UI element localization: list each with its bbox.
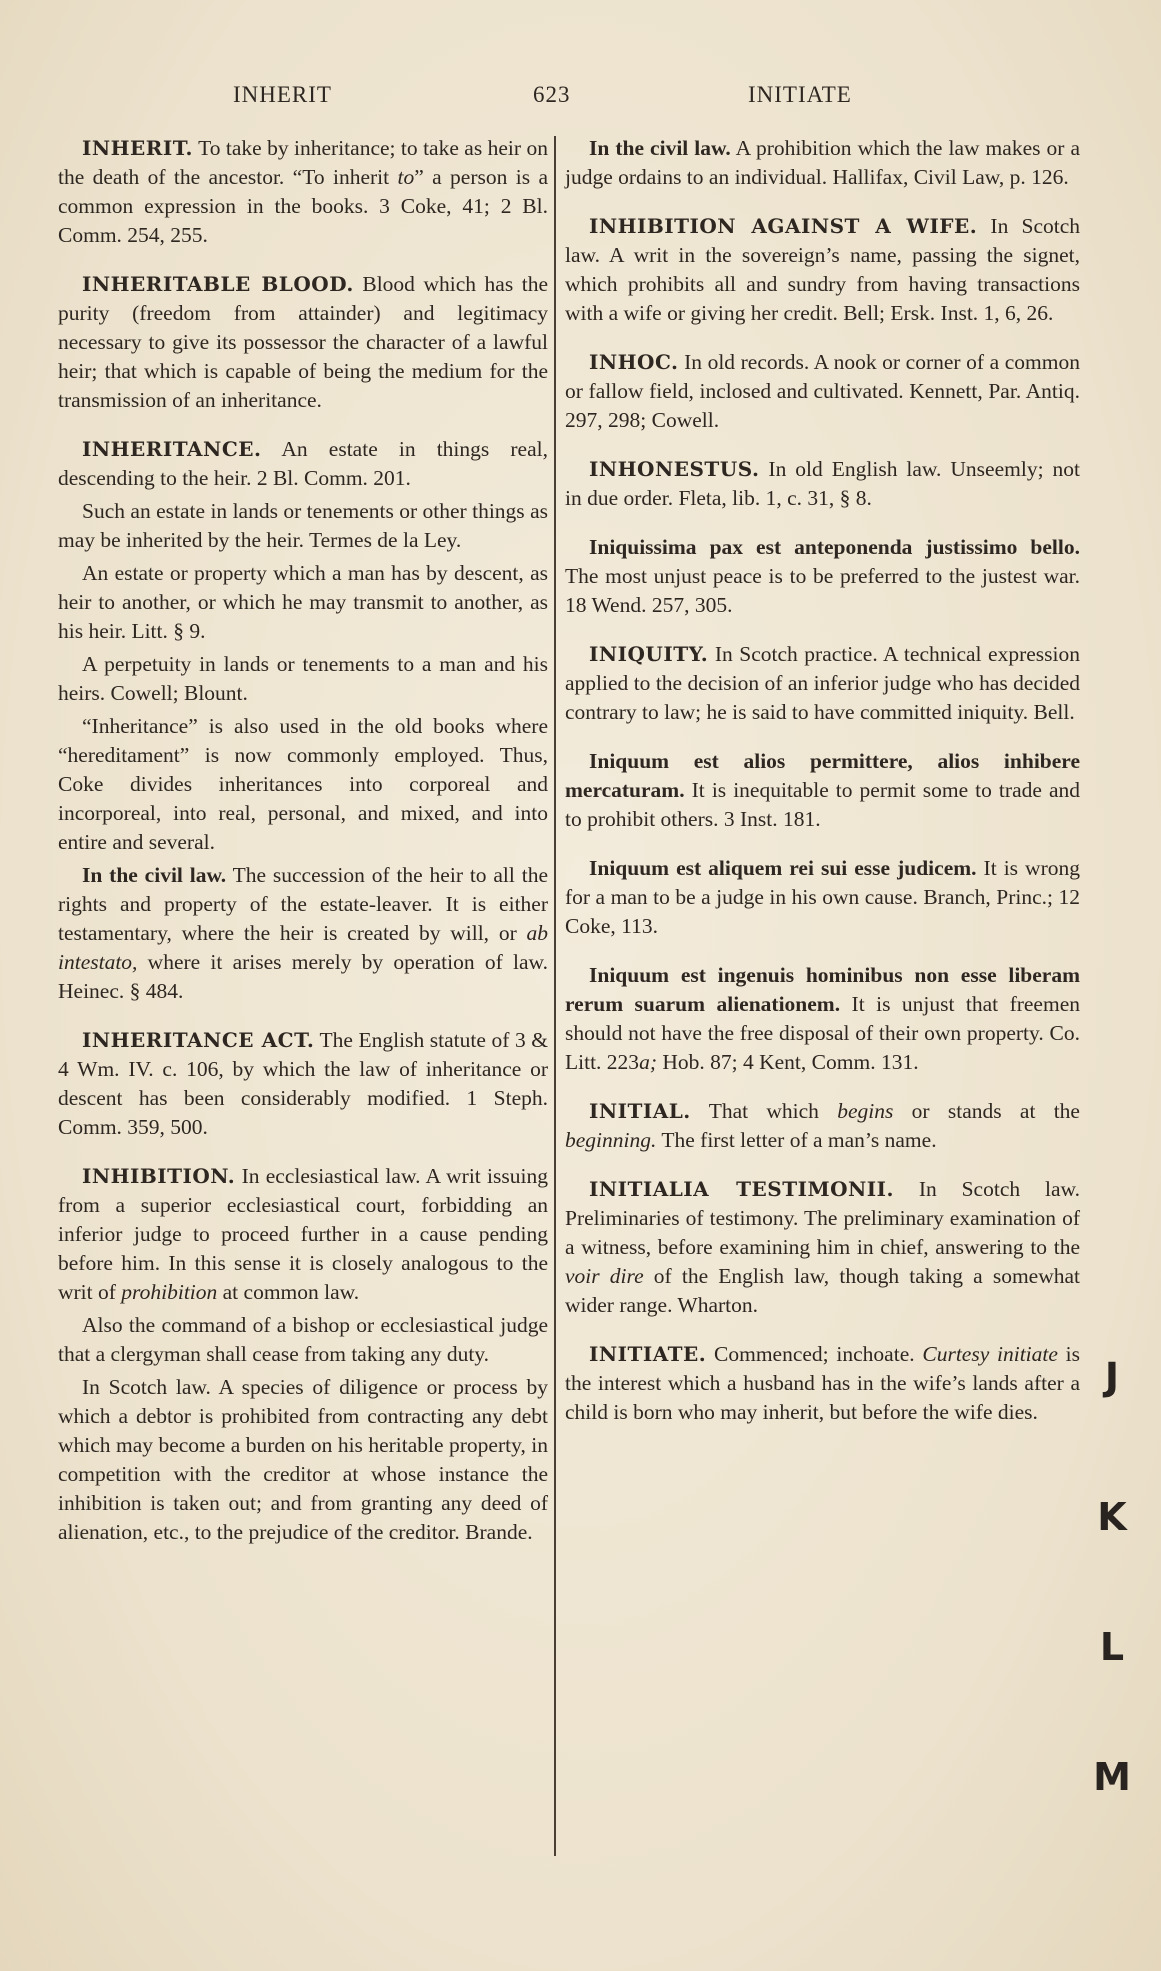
- entry-inheritance: [58, 435, 548, 493]
- entry-paragraph: “Inheritance” is also used in the old books where “hereditament” is now commonly employed. Thus, Coke divides inheritances into corporeal and incorporeal, into real, personal, and mixed, and into entire and several.: [58, 714, 548, 854]
- maxim: Iniquum est ingenuis hominibus non esse liberam rerum suarum alienationem.: [565, 963, 1080, 1016]
- definition: or stands at the: [893, 1099, 1080, 1123]
- definition: In Scotch law. A writ in the sovereign’s name, passing the signet, which prohibits all and sundry from having transactions with a wife or giving her credit. Bell; Ersk. Inst. 1, 6, 26.: [565, 214, 1081, 325]
- definition: In old records. A nook or corner of a common or fallow field, inclosed and cultivated. Kennett, Par. Antiq. 297, 298; Cowell.: [565, 350, 1080, 432]
- definition: The first letter of a man’s name.: [656, 1128, 937, 1152]
- headword: INITIAL.: [589, 1099, 691, 1123]
- headword: INHIBITION AGAINST A WIFE.: [589, 214, 978, 238]
- headword: INHERITANCE ACT.: [82, 1028, 315, 1052]
- definition: The English statute of 3 & 4 Wm. IV. c. 106, by which the law of inheritance or descent has been considerably modified. 1 Steph. Comm. 359, 500.: [58, 1028, 548, 1139]
- definition-italic: prohibition: [121, 1280, 218, 1304]
- definition: of the English law, though taking a somewhat wider range. Wharton.: [565, 1264, 1081, 1317]
- maxim: Iniquum est alios permittere, alios inhibere mercaturam.: [565, 749, 1080, 802]
- definition: Hob. 87; 4 Kent, Comm. 131.: [656, 1050, 919, 1074]
- entry-inhibition-civil-law: [565, 134, 1080, 192]
- definition-italic: a;: [639, 1050, 657, 1074]
- definition: It is inequitable to permit some to trade and to prohibit others. 3 Inst. 181.: [565, 778, 1080, 831]
- entry-inhonestus: [565, 455, 1080, 513]
- headword: INITIALIA TESTIMONII.: [589, 1177, 894, 1201]
- entry-paragraph: [58, 861, 548, 1006]
- definition: where it arises merely by operation of law. Heinec. § 484.: [58, 950, 548, 1003]
- definition: The most unjust peace is to be preferred to the justest war. 18 Wend. 257, 305.: [565, 564, 1080, 617]
- entry-maxim-iniquum-ingenuis: [565, 961, 1080, 1077]
- entry-inhibition-against-a-wife: [565, 212, 1080, 328]
- headword: INHERITANCE.: [82, 437, 262, 461]
- entry-paragraph: An estate or property which a man has by descent, as heir to another, or which he may transmit to another, as his heir. Litt. § 9.: [58, 561, 548, 643]
- headword: INHOC.: [589, 350, 679, 374]
- maxim: Iniquissima pax est anteponenda justissimo bello.: [589, 535, 1080, 559]
- thumb-index-letter: L: [1099, 1625, 1125, 1669]
- entry-maxim-iniquissima: [565, 533, 1080, 620]
- definition: is the interest which a husband has in the wife’s lands after a child is born who may inherit, but before the wife dies.: [565, 1342, 1081, 1424]
- definition: A prohibition which the law makes or a judge ordains to an individual. Hallifax, Civil Law, p. 126.: [565, 136, 1081, 189]
- maxim: Iniquum est aliquem rei sui esse judicem.: [589, 856, 977, 880]
- entry-initialia-testimonii: [565, 1175, 1080, 1320]
- definition: The succession of the heir to all the rights and property of the estate-leaver. It is either testamentary, where the heir is created by will, or: [58, 863, 548, 945]
- entry-inhoc: [565, 348, 1080, 435]
- headword: INITIATE.: [589, 1342, 707, 1366]
- thumb-index-letter: K: [1097, 1495, 1127, 1539]
- headword: INHERITABLE BLOOD.: [82, 272, 354, 296]
- definition: To take by inheritance; to take as heir on the death of the ancestor. “To inherit: [58, 136, 548, 189]
- entry-inherit: [58, 134, 548, 250]
- headword: INIQUITY.: [589, 642, 709, 666]
- header-left-guide-word: INHERIT: [233, 82, 332, 107]
- entry-paragraph: Also the command of a bishop or ecclesiastical judge that a clergyman shall cease from taking any duty.: [58, 1313, 548, 1366]
- definition: Blood which has the purity (freedom from attainder) and legitimacy necessary to give its possessor the character of a lawful heir; that which is capable of being the medium for the transmission of an inheritance.: [58, 272, 549, 412]
- definition: In Scotch law. Preliminaries of testimony. The preliminary examination of a witness, before examining him in chief, answering to the: [565, 1177, 1080, 1259]
- definition: It is unjust that freemen should not have the free disposal of their own property. Co. Litt. 223: [565, 992, 1080, 1074]
- definition-italic: beginning.: [565, 1128, 657, 1152]
- entry-paragraph: Such an estate in lands or tenements or other things as may be inherited by the heir. Termes de la Ley.: [58, 499, 548, 552]
- definition-italic: begins: [837, 1099, 894, 1123]
- headword: INHONESTUS.: [589, 457, 760, 481]
- headword: INHIBITION.: [82, 1164, 236, 1188]
- definition-italic: to: [397, 165, 415, 189]
- thumb-index-letter: M: [1093, 1755, 1131, 1799]
- definition: ” a person is a common expression in the books. 3 Coke, 41; 2 Bl. Comm. 254, 255.: [58, 165, 548, 247]
- definition: In ecclesiastical law. A writ issuing from a superior ecclesiastical court, forbidding an inferior judge to proceed further in a cause pending before him. In this sense it is closely analogous to the writ of: [58, 1164, 548, 1304]
- definition: An estate in things real, descending to the heir. 2 Bl. Comm. 201.: [58, 437, 548, 490]
- right-column: [565, 134, 1080, 1447]
- header-right-guide-word: INITIATE: [748, 82, 852, 107]
- entry-iniquity: [565, 640, 1080, 727]
- definition-italic: ab intestato,: [58, 921, 548, 974]
- entry-maxim-iniquum-alios: [565, 747, 1080, 834]
- entry-inheritable-blood: [58, 270, 548, 415]
- thumb-index-letter: J: [1104, 1355, 1120, 1399]
- entry-paragraph: In Scotch law. A species of diligence or process by which a debtor is prohibited from contracting any debt which may become a burden on his heritable property, in competition with the creditor at whose instance the inhibition is taken out; and from granting any deed of alienation, etc., to the prejudice of the creditor. Brande.: [58, 1375, 548, 1544]
- definition: It is wrong for a man to be a judge in his own cause. Branch, Princ.; 12 Coke, 113.: [565, 856, 1080, 938]
- definition-italic: voir dire: [565, 1264, 644, 1288]
- page-number: 623: [533, 82, 571, 107]
- headword: INHERIT.: [82, 136, 194, 160]
- definition: at common law.: [217, 1280, 360, 1304]
- entry-inheritance-act: [58, 1026, 548, 1142]
- subheading: In the civil law.: [589, 136, 731, 160]
- entry-inhibition: [58, 1162, 548, 1307]
- definition: In old English law. Unseemly; not in due order. Fleta, lib. 1, c. 31, § 8.: [565, 457, 1080, 510]
- entry-maxim-iniquum-aliquem: [565, 854, 1080, 941]
- entry-initiate: [565, 1340, 1080, 1427]
- entry-initial: [565, 1097, 1080, 1155]
- subheading: In the civil law.: [82, 863, 227, 887]
- column-divider: [554, 136, 556, 1856]
- definition: Commenced; inchoate.: [714, 1342, 923, 1366]
- left-column: [58, 134, 548, 1567]
- entry-paragraph: A perpetuity in lands or tenements to a man and his heirs. Cowell; Blount.: [58, 652, 548, 705]
- definition: That which: [708, 1099, 838, 1123]
- definition-italic: Curtesy initiate: [922, 1342, 1058, 1366]
- definition: In Scotch practice. A technical expression applied to the decision of an inferior judge who has decided contrary to law; he is said to have committed iniquity. Bell.: [565, 642, 1081, 724]
- running-header: [0, 82, 1161, 112]
